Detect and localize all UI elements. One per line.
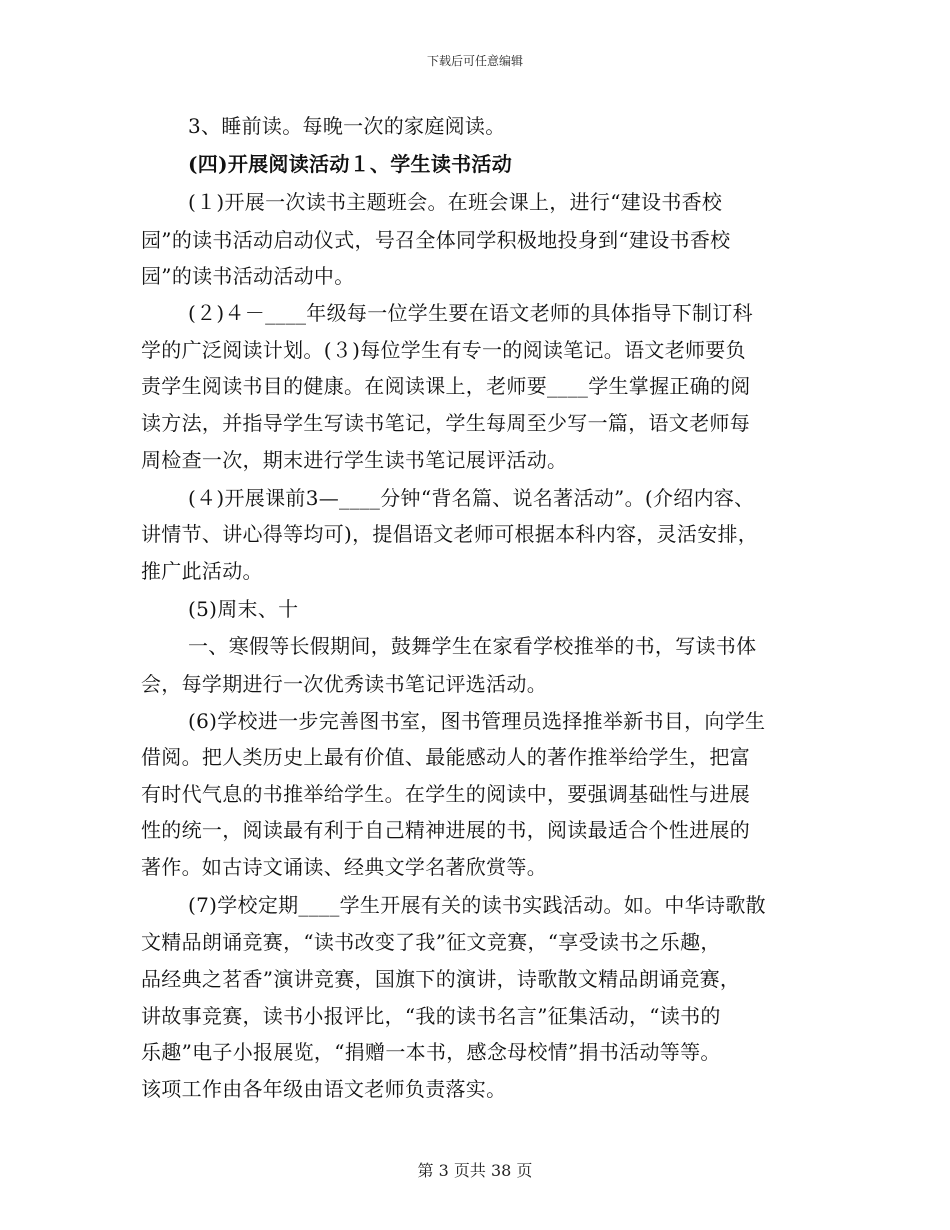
paragraph-line: (１)开展一次读书主题班会。在班会课上，进行“建设书香校	[188, 190, 723, 214]
paragraph-line: 性的统一，阅读最有利于自己精神进展的书，阅读最适合个性进展的	[141, 818, 750, 842]
paragraph-line: 有时代气息的书推举给学生。在学生的阅读中，要强调基础性与进展	[141, 782, 750, 806]
paragraph-line: 推广此活动。	[141, 559, 263, 583]
section-heading: (四)开展阅读活动１、学生读书活动	[188, 152, 513, 176]
paragraph-line: 借阅。把人类历史上最有价值、最能感动人的著作推举给学生，把富	[141, 745, 750, 769]
paragraph-line: 讲故事竞赛，读书小报评比，“我的读书名言”征集活动，“读书的	[141, 1004, 721, 1028]
paragraph-line: (5)周末、十	[188, 597, 299, 621]
paragraph-line: (４)开展课前3—____分钟“背名篇、说名著活动”。(介绍内容、	[188, 486, 755, 510]
paragraph-line: 园”的读书活动活动中。	[141, 264, 355, 288]
paragraph-line: 园”的读书活动启动仪式，号召全体同学积极地投身到“建设书香校	[141, 228, 731, 252]
paragraph-line: (7)学校定期____学生开展有关的读书实践活动。如。中华诗歌散	[188, 893, 766, 917]
paragraph-line: 文精品朗诵竞赛，“读书改变了我”征文竞赛，“享受读书之乐趣，	[141, 930, 721, 954]
paragraph-line: 周检查一次，期末进行学生读书笔记展评活动。	[141, 448, 568, 472]
paragraph-line: 品经典之茗香”演讲竞赛，国旗下的演讲，诗歌散文精品朗诵竞赛，	[141, 967, 741, 991]
paragraph-line: 乐趣”电子小报展览，“捐赠一本书，感念母校情”捐书活动等等。	[141, 1040, 721, 1064]
paragraph-line: 会，每学期进行一次优秀读书笔记评选活动。	[141, 672, 547, 696]
paragraph-line: 该项工作由各年级由语文老师负责落实。	[141, 1077, 507, 1101]
paragraph-line: 3、睡前读。每晚一次的家庭阅读。	[188, 114, 506, 138]
paragraph-line: (6)学校进一步完善图书室，图书管理员选择推举新书目，向学生	[188, 709, 766, 733]
paragraph-line: 一、寒假等长假期间，鼓舞学生在家看学校推举的书，写读书体	[188, 634, 757, 658]
paragraph-line: (２)４－____年级每一位学生要在语文老师的具体指导下制订科	[188, 301, 753, 325]
paragraph-line: 讲情节、讲心得等均可)，提倡语文老师可根据本科内容，灵活安排，	[141, 522, 759, 546]
page-footer: 第 3 页共 38 页	[417, 1161, 533, 1180]
paragraph-line: 责学生阅读书目的健康。在阅读课上，老师要____学生掌握正确的阅	[141, 374, 751, 398]
paragraph-line: 著作。如古诗文诵读、经典文学名著欣赏等。	[141, 855, 547, 879]
paragraph-line: 读方法，并指导学生写读书笔记，学生每周至少写一篇，语文老师每	[141, 411, 750, 435]
paragraph-line: 学的广泛阅读计划。(３)每位学生有专一的阅读笔记。语文老师要负	[141, 338, 746, 362]
page-header: 下载后可任意编辑	[426, 54, 523, 68]
